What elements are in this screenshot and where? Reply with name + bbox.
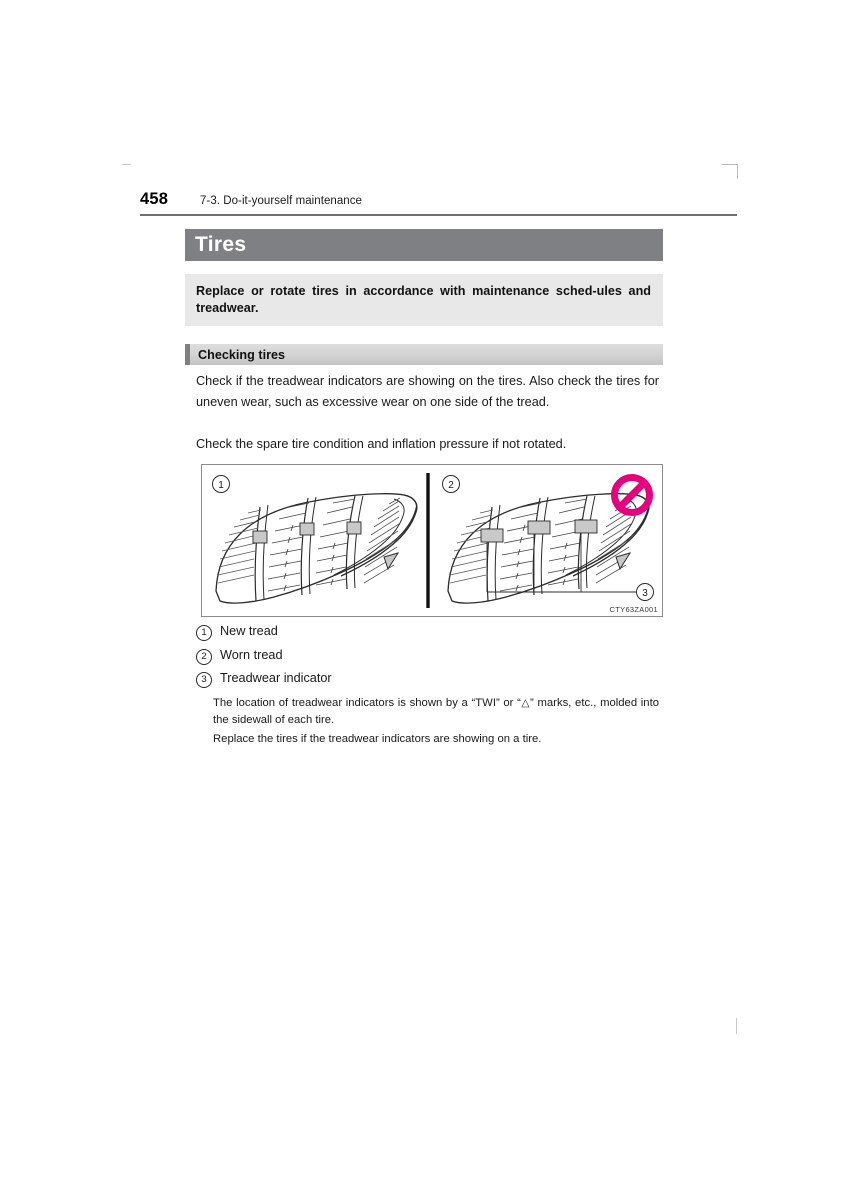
tire-tread-illustration: [201, 464, 663, 617]
legend-label-3: Treadwear indicator: [220, 671, 332, 685]
note-1-after: ” marks, etc., molded into the sidewall of each tire.: [213, 697, 660, 726]
figure-marker-1: [213, 476, 230, 493]
page-number: 458: [140, 190, 169, 208]
lead-statement-text: Replace or rotate tires in accordance with maintenance sched-ules and treadwear.: [196, 284, 651, 315]
legend-marker-2: 2: [196, 649, 212, 665]
crop-mark-bottom-right: [736, 1018, 737, 1034]
figure-legend: [196, 622, 666, 693]
legend-marker-3: 3: [196, 672, 212, 688]
figure-callout-3: [637, 584, 654, 601]
figure-marker-2: [443, 476, 460, 493]
svg-text:3: 3: [642, 588, 648, 599]
section-label: 7-3. Do-it-yourself maintenance: [200, 195, 362, 207]
page-title: Tires: [195, 233, 247, 256]
body-paragraph-1: Check if the treadwear indicators are showing on the tires. Also check the tires for uneven wear, such as excessive wear on one side of the tread.: [196, 374, 659, 409]
list-item: [196, 669, 666, 693]
subsection-heading-bar: [185, 344, 663, 365]
legend-label-2: Worn tread: [220, 647, 283, 662]
list-item: [196, 622, 666, 646]
figure-code: CTY63ZA001: [609, 605, 658, 614]
new-tread-figure: [216, 494, 417, 603]
list-item: [196, 646, 666, 670]
header-rule: [140, 214, 737, 216]
crop-mark-top-left: [122, 164, 131, 165]
svg-text:2: 2: [448, 480, 454, 491]
legend-marker-1: 1: [196, 625, 212, 641]
crop-mark-top-right: [722, 164, 738, 179]
note-paragraph-1: [213, 695, 659, 728]
chapter-title-bar: [185, 229, 663, 261]
tire-illustration-svg: [202, 465, 662, 616]
subsection-heading-text: Checking tires: [198, 347, 286, 362]
lead-statement-box: [185, 274, 663, 326]
page-header: [140, 190, 737, 212]
body-paragraph-2: Check the spare tire condition and inflation pressure if not rotated.: [196, 437, 567, 451]
note-1-before: The location of treadwear indicators is shown by a “TWI” or “: [213, 697, 521, 709]
note-paragraph-2: Replace the tires if the treadwear indicators are showing on a tire.: [213, 733, 542, 745]
svg-text:1: 1: [218, 480, 224, 491]
triangle-icon: △: [520, 697, 531, 709]
legend-label-1: New tread: [220, 624, 278, 638]
